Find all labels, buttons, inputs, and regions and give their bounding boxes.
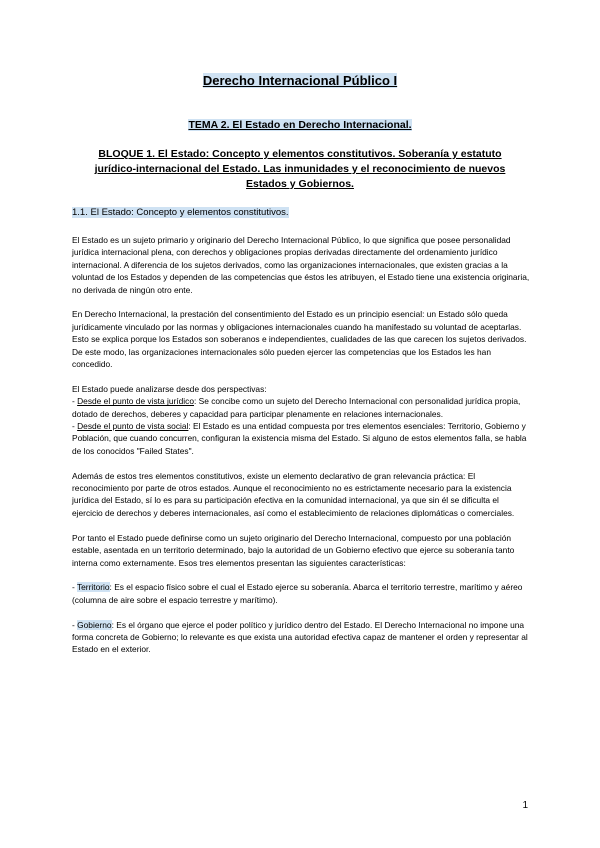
territory-text: : Es el espacio físico sobre el cual el Estado ejerce su soberanía. Abarca el territorio terrestre, marítimo y aéreo (columna de aire sobre el espacio terrestre y marítimo). xyxy=(72,582,523,605)
section-heading: 1.1. El Estado: Concepto y elementos constitutivos. xyxy=(72,207,289,218)
document-body xyxy=(72,234,530,668)
government-text: : Es el órgano que ejerce el poder político y jurídico dentro del Estado. El Derecho Internacional no impone una forma concreta de Gobierno; lo relevante es que exista una autoridad efectiva capaz de mantener el orden y representar al Estado en el exterior. xyxy=(72,619,528,655)
paragraph: En Derecho Internacional, la prestación del consentimiento del Estado es un principio esencial: un Estado sólo queda jurídicamente vinculado por las normas y obligaciones internacionales cuando ha manifestado su voluntad de aceptarlas. Esto se explica porque los Estados son soberanos e independientes, cualidades de las que carecen los sujetos derivados. De este modo, las organizaciones internacionales sólo pueden ejercer las competencias que los Estados les han concedido. xyxy=(72,309,527,370)
perspectives-intro: El Estado puede analizarse desde dos perspectivas: xyxy=(72,383,267,394)
paragraph: El Estado es un sujeto primario y originario del Derecho Internacional Público, lo que significa que posee personalidad jurídica internacional plena, con derechos y obligaciones propias derivadas directamente del ordenamiento jurídico internacional. A diferencia de los sujetos derivados, como las organizaciones internacionales, que existen gracias a la voluntad de los Estados y dependen de las competencias que éstos les atribuyen, el Estado tiene una existencia originaria, no derivada de ningún otro ente. xyxy=(72,235,530,295)
perspectives-paragraph: El Estado puede analizarse desde dos perspectivas: - Desde el punto de vista jurídico: Se concibe como un sujeto del Derecho Internacional con personalidad jurídica propia, dotado de derechos, deberes y capacidad para participar plenamente en relaciones internacionales. - Desde el punto de vista social: El Estado es una entidad compuesta por tres elementos esenciales: Territorio, Gobierno y Población, que cuando concurren, configuran la existencia misma del Estado. Si alguno de estos elementos falla, se habla de los conocidos "Failed States". xyxy=(72,383,527,456)
government-paragraph: - Gobierno: Es el órgano que ejerce el poder político y jurídico dentro del Estado. El Derecho Internacional no impone una forma concreta de Gobierno; lo relevante es que exista una autoridad efectiva capaz de mantener el orden y representar al Estado en el exterior. xyxy=(72,619,528,655)
legal-perspective-label: Desde el punto de vista jurídico xyxy=(77,396,194,407)
topic-heading: TEMA 2. El Estado en Derecho Internacional. xyxy=(188,119,412,131)
government-label: Gobierno xyxy=(77,619,112,630)
social-perspective-text: : El Estado es una entidad compuesta por tres elementos esenciales: Territorio, Gobierno y Población, que cuando concurren, configuran la existencia misma del Estado. Si alguno de estos elementos falla, se habla de los conocidos "Failed States". xyxy=(72,421,527,456)
paragraph: Además de estos tres elementos constitutivos, existe un elemento declarativo de gran relevancia práctica: El reconocimiento por parte de otros estados. Aunque el reconocimiento no es estrictamente necesario para la existencia jurídica del Estado, sí lo es para su participación efectiva en la comunidad internacional, ya que sin él se dificulta el ejercicio de derechos y deberes internacionales, así como el establecimiento de relaciones diplomáticas o comerciales. xyxy=(72,470,515,518)
paragraph: Por tanto el Estado puede definirse como un sujeto originario del Derecho Internacional, compuesto por una población estable, asentada en un territorio determinado, bajo la autoridad de un Gobierno efectivo que ejerce su soberanía tanto interna como externamente. Esos tres elementos presentan las siguientes características: xyxy=(72,532,515,568)
page-number: 1 xyxy=(522,800,528,811)
social-perspective-label: Desde el punto de vista social xyxy=(77,421,189,432)
block-heading: BLOQUE 1. El Estado: Concepto y elementos constitutivos. Soberanía y estatuto jurídico-internacional del Estado. Las inmunidades y el reconocimiento de nuevos Estados y Gobiernos. xyxy=(94,148,506,190)
legal-perspective-text: : Se concibe como un sujeto del Derecho Internacional con personalidad jurídica propia, dotado de derechos, deberes y capacidad para participar plenamente en relaciones internacionales. xyxy=(72,396,521,419)
territory-paragraph: - Territorio: Es el espacio físico sobre el cual el Estado ejerce su soberanía. Abarca el territorio terrestre, marítimo y aéreo (columna de aire sobre el espacio terrestre y marítimo). xyxy=(72,582,523,605)
document-title: Derecho Internacional Público I xyxy=(202,73,398,88)
territory-label: Territorio xyxy=(76,582,110,593)
